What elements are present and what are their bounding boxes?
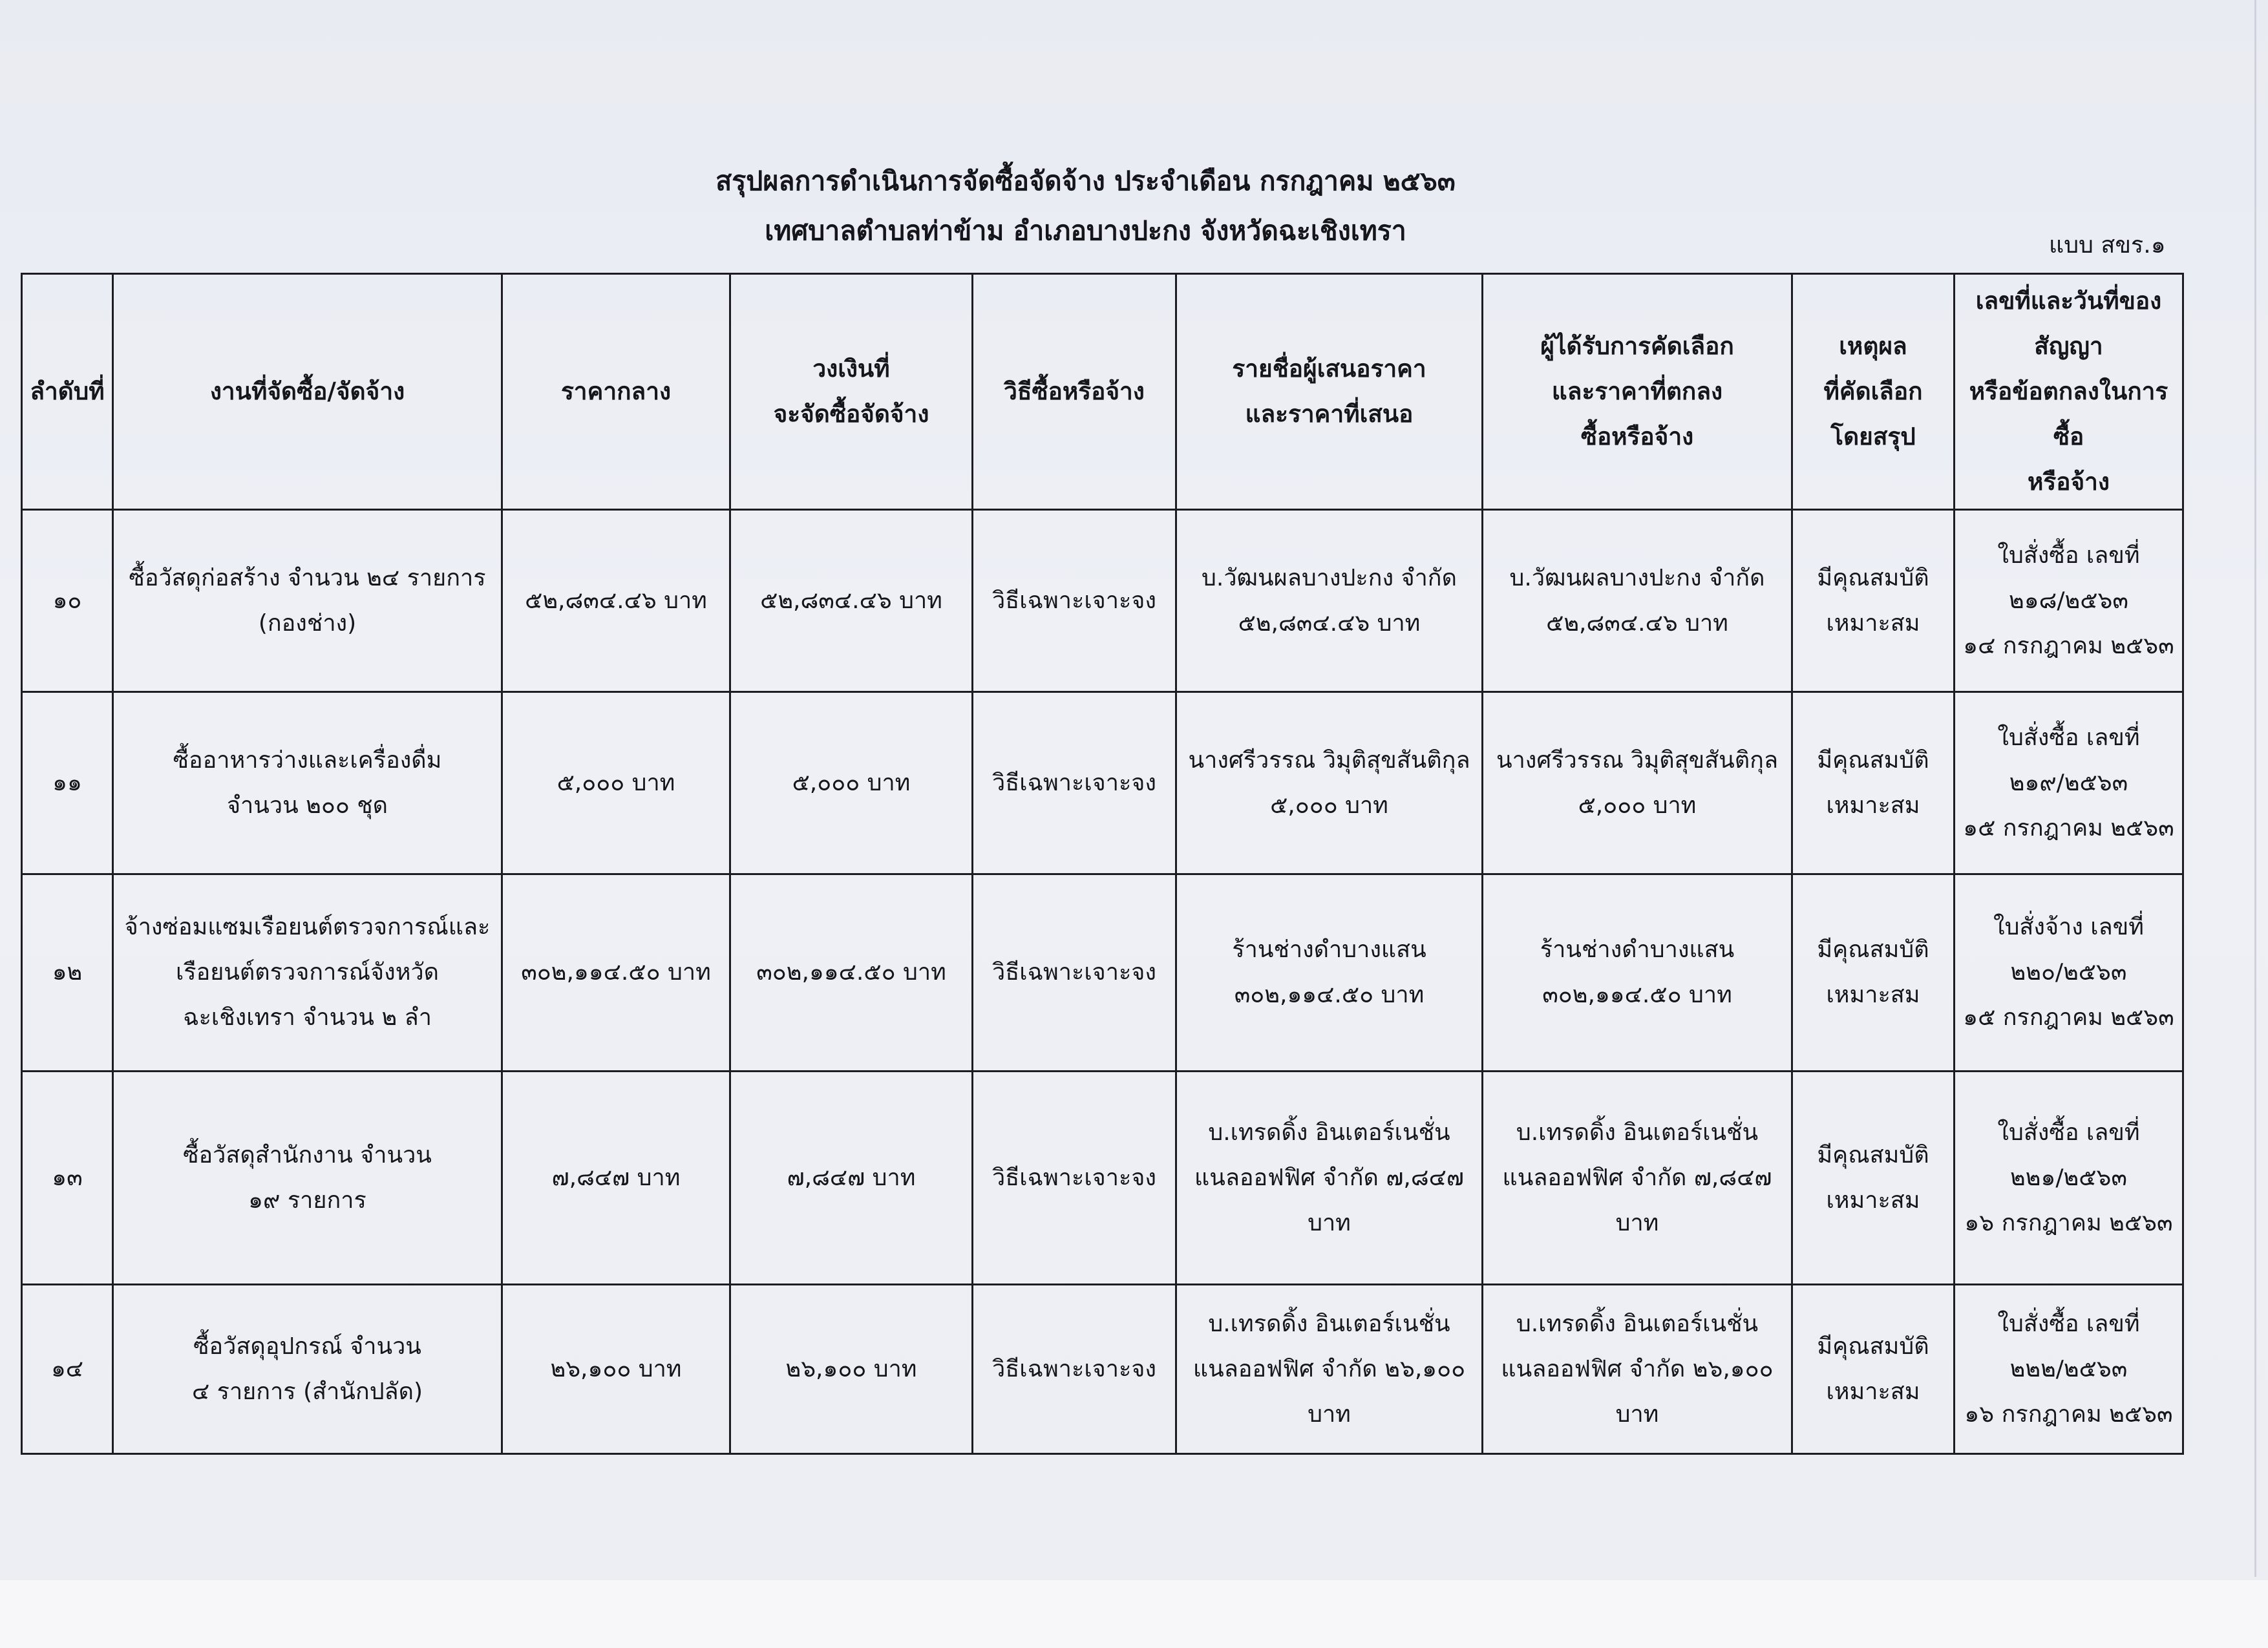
table-header-row: [22, 274, 2183, 510]
cell-no: ๑๓: [22, 1072, 113, 1285]
table-row: [22, 874, 2183, 1072]
cell-method: วิธีเฉพาะเจาะจง: [973, 1285, 1176, 1454]
cell-item: จ้างซ่อมแซมเรือยนต์ตรวจการณ์และ เรือยนต์ตรวจการณ์จังหวัด ฉะเชิงเทรา จำนวน ๒ ลำ: [113, 874, 502, 1072]
header-selected: ผู้ได้รับการคัดเลือก และราคาที่ตกลง ซื้อหรือจ้าง: [1483, 274, 1792, 510]
cell-median-price: ๓๐๒,๑๑๔.๕๐ บาท: [502, 874, 730, 1072]
cell-item: ซื้ออาหารว่างและเครื่องดื่ม จำนวน ๒๐๐ ชุด: [113, 692, 502, 874]
header-item: งานที่จัดซื้อ/จัดจ้าง: [113, 274, 502, 510]
cell-reason: มีคุณสมบัติ เหมาะสม: [1792, 510, 1955, 692]
cell-reason: มีคุณสมบัติ เหมาะสม: [1792, 692, 1955, 874]
cell-no: ๑๔: [22, 1285, 113, 1454]
page-fold-shadow: [2254, 0, 2256, 1577]
table-row: [22, 692, 2183, 874]
header-median-price: ราคากลาง: [502, 274, 730, 510]
cell-median-price: ๒๖,๑๐๐ บาท: [502, 1285, 730, 1454]
cell-item: ซื้อวัสดุสำนักงาน จำนวน ๑๙ รายการ: [113, 1072, 502, 1285]
cell-selected: บ.วัฒนผลบางปะกง จำกัด ๕๒,๘๓๔.๔๖ บาท: [1483, 510, 1792, 692]
cell-reason: มีคุณสมบัติ เหมาะสม: [1792, 1285, 1955, 1454]
header-no: ลำดับที่: [22, 274, 113, 510]
cell-bidders: บ.เทรดดิ้ง อินเตอร์เนชั่น แนลออฟฟิศ จำกัด ๗,๘๔๗ บาท: [1176, 1072, 1483, 1285]
cell-selected: ร้านช่างดำบางแสน ๓๐๒,๑๑๔.๕๐ บาท: [1483, 874, 1792, 1072]
cell-no: ๑๑: [22, 692, 113, 874]
document-title: สรุปผลการดำเนินการจัดซื้อจัดจ้าง ประจำเดือน กรกฎาคม ๒๕๖๓: [715, 165, 1456, 196]
cell-budget: ๕๒,๘๓๔.๔๖ บาท: [730, 510, 973, 692]
header-method: วิธีซื้อหรือจ้าง: [973, 274, 1176, 510]
cell-method: วิธีเฉพาะเจาะจง: [973, 692, 1176, 874]
cell-reason: มีคุณสมบัติ เหมาะสม: [1792, 1072, 1955, 1285]
cell-budget: ๗,๘๔๗ บาท: [730, 1072, 973, 1285]
cell-item: ซื้อวัสดุอุปกรณ์ จำนวน ๔ รายการ (สำนักปลัด): [113, 1285, 502, 1454]
cell-budget: ๒๖,๑๐๐ บาท: [730, 1285, 973, 1454]
form-code-label: แบบ สขร.๑: [2049, 232, 2166, 259]
procurement-summary-table: [21, 273, 2184, 1455]
cell-contract: ใบสั่งซื้อ เลขที่ ๒๒๑/๒๕๖๓ ๑๖ กรกฎาคม ๒๕๖๓: [1955, 1072, 2183, 1285]
cell-contract: ใบสั่งซื้อ เลขที่ ๒๑๙/๒๕๖๓ ๑๕ กรกฎาคม ๒๕๖๓: [1955, 692, 2183, 874]
cell-bidders: บ.เทรดดิ้ง อินเตอร์เนชั่น แนลออฟฟิศ จำกัด ๒๖,๑๐๐ บาท: [1176, 1285, 1483, 1454]
cell-selected: บ.เทรดดิ้ง อินเตอร์เนชั่น แนลออฟฟิศ จำกัด ๗,๘๔๗ บาท: [1483, 1072, 1792, 1285]
cell-bidders: บ.วัฒนผลบางปะกง จำกัด ๕๒,๘๓๔.๔๖ บาท: [1176, 510, 1483, 692]
cell-selected: บ.เทรดดิ้ง อินเตอร์เนชั่น แนลออฟฟิศ จำกัด ๒๖,๑๐๐ บาท: [1483, 1285, 1792, 1454]
header-contract: เลขที่และวันที่ของ สัญญา หรือข้อตกลงในการซื้อ หรือจ้าง: [1955, 274, 2183, 510]
cell-no: ๑๐: [22, 510, 113, 692]
cell-reason: มีคุณสมบัติ เหมาะสม: [1792, 874, 1955, 1072]
table-row: [22, 510, 2183, 692]
cell-item: ซื้อวัสดุก่อสร้าง จำนวน ๒๔ รายการ (กองช่าง): [113, 510, 502, 692]
header-reason: เหตุผล ที่คัดเลือก โดยสรุป: [1792, 274, 1955, 510]
cell-method: วิธีเฉพาะเจาะจง: [973, 1072, 1176, 1285]
cell-no: ๑๒: [22, 874, 113, 1072]
cell-budget: ๓๐๒,๑๑๔.๕๐ บาท: [730, 874, 973, 1072]
table-row: [22, 1072, 2183, 1285]
cell-bidders: นางศรีวรรณ วิมุติสุขสันติกุล ๕,๐๐๐ บาท: [1176, 692, 1483, 874]
cell-selected: นางศรีวรรณ วิมุติสุขสันติกุล ๕,๐๐๐ บาท: [1483, 692, 1792, 874]
cell-budget: ๕,๐๐๐ บาท: [730, 692, 973, 874]
header-bidders: รายชื่อผู้เสนอราคา และราคาที่เสนอ: [1176, 274, 1483, 510]
page-bottom-margin: [0, 1580, 2268, 1648]
cell-median-price: ๕,๐๐๐ บาท: [502, 692, 730, 874]
cell-method: วิธีเฉพาะเจาะจง: [973, 510, 1176, 692]
cell-bidders: ร้านช่างดำบางแสน ๓๐๒,๑๑๔.๕๐ บาท: [1176, 874, 1483, 1072]
document-subtitle: เทศบาลตำบลท่าข้าม อำเภอบางปะกง จังหวัดฉะเชิงเทรา: [765, 215, 1406, 246]
cell-median-price: ๗,๘๔๗ บาท: [502, 1072, 730, 1285]
cell-median-price: ๕๒,๘๓๔.๔๖ บาท: [502, 510, 730, 692]
header-budget: วงเงินที่ จะจัดซื้อจัดจ้าง: [730, 274, 973, 510]
cell-contract: ใบสั่งซื้อ เลขที่ ๒๒๒/๒๕๖๓ ๑๖ กรกฎาคม ๒๕๖๓: [1955, 1285, 2183, 1454]
cell-contract: ใบสั่งจ้าง เลขที่ ๒๒๐/๒๕๖๓ ๑๕ กรกฎาคม ๒๕๖๓: [1955, 874, 2183, 1072]
table-row: [22, 1285, 2183, 1454]
cell-method: วิธีเฉพาะเจาะจง: [973, 874, 1176, 1072]
cell-contract: ใบสั่งซื้อ เลขที่ ๒๑๘/๒๕๖๓ ๑๔ กรกฎาคม ๒๕๖๓: [1955, 510, 2183, 692]
